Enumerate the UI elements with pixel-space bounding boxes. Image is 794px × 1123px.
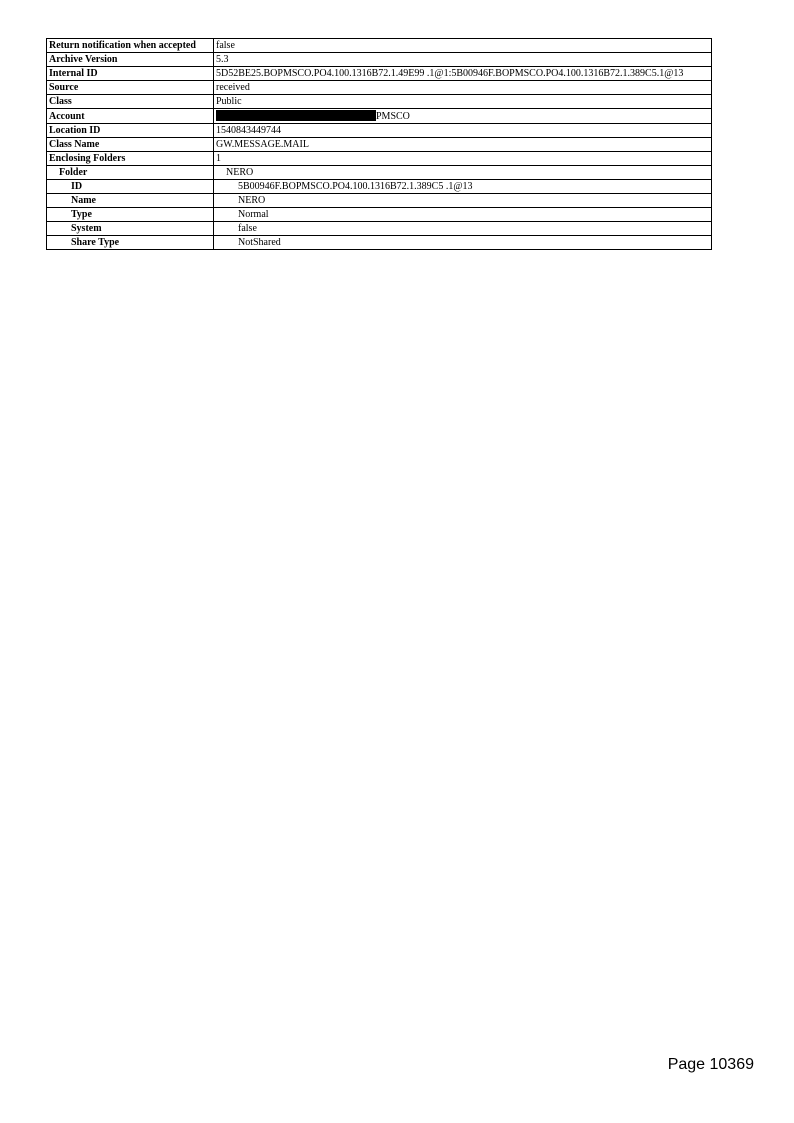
property-value <box>214 109 712 124</box>
table-row <box>47 208 712 222</box>
property-name: Enclosing Folders <box>47 152 214 166</box>
property-name: Return notification when accepted <box>47 39 214 53</box>
table-row <box>47 222 712 236</box>
redaction-bar <box>216 110 376 121</box>
property-name: Name <box>47 194 214 208</box>
property-value: Normal <box>214 208 712 222</box>
property-value: NERO <box>214 166 712 180</box>
property-value: 1 <box>214 152 712 166</box>
property-name: Account <box>47 109 214 124</box>
property-value: 5B00946F.BOPMSCO.PO4.100.1316B72.1.389C5 .1@13 <box>214 180 712 194</box>
table-row <box>47 67 712 81</box>
property-value: received <box>214 81 712 95</box>
property-name: ID <box>47 180 214 194</box>
property-name: Location ID <box>47 124 214 138</box>
property-value: 5D52BE25.BOPMSCO.PO4.100.1316B72.1.49E99 .1@1:5B00946F.BOPMSCO.PO4.100.1316B72.1.389C5.1@13 <box>214 67 712 81</box>
table-row <box>47 166 712 180</box>
property-value: 5.3 <box>214 53 712 67</box>
property-value: GW.MESSAGE.MAIL <box>214 138 712 152</box>
property-name: Share Type <box>47 236 214 250</box>
property-name: Class <box>47 95 214 109</box>
table-row <box>47 124 712 138</box>
property-value: NotShared <box>214 236 712 250</box>
table-row <box>47 236 712 250</box>
table-row <box>47 81 712 95</box>
property-name: Internal ID <box>47 67 214 81</box>
property-value: NERO <box>214 194 712 208</box>
property-name: Type <box>47 208 214 222</box>
property-value: false <box>214 39 712 53</box>
page-number: Page 10369 <box>667 1056 754 1073</box>
property-value: Public <box>214 95 712 109</box>
property-value: false <box>214 222 712 236</box>
property-name: Class Name <box>47 138 214 152</box>
table-row <box>47 180 712 194</box>
table-row <box>47 39 712 53</box>
property-name: System <box>47 222 214 236</box>
table-row <box>47 194 712 208</box>
properties-table <box>46 38 712 250</box>
property-value: 1540843449744 <box>214 124 712 138</box>
account-value: PMSCO <box>376 111 410 122</box>
table-row <box>47 53 712 67</box>
table-row <box>47 95 712 109</box>
table-row <box>47 109 712 124</box>
property-name: Source <box>47 81 214 95</box>
property-name: Folder <box>47 166 214 180</box>
property-name: Archive Version <box>47 53 214 67</box>
table-row <box>47 152 712 166</box>
table-row <box>47 138 712 152</box>
